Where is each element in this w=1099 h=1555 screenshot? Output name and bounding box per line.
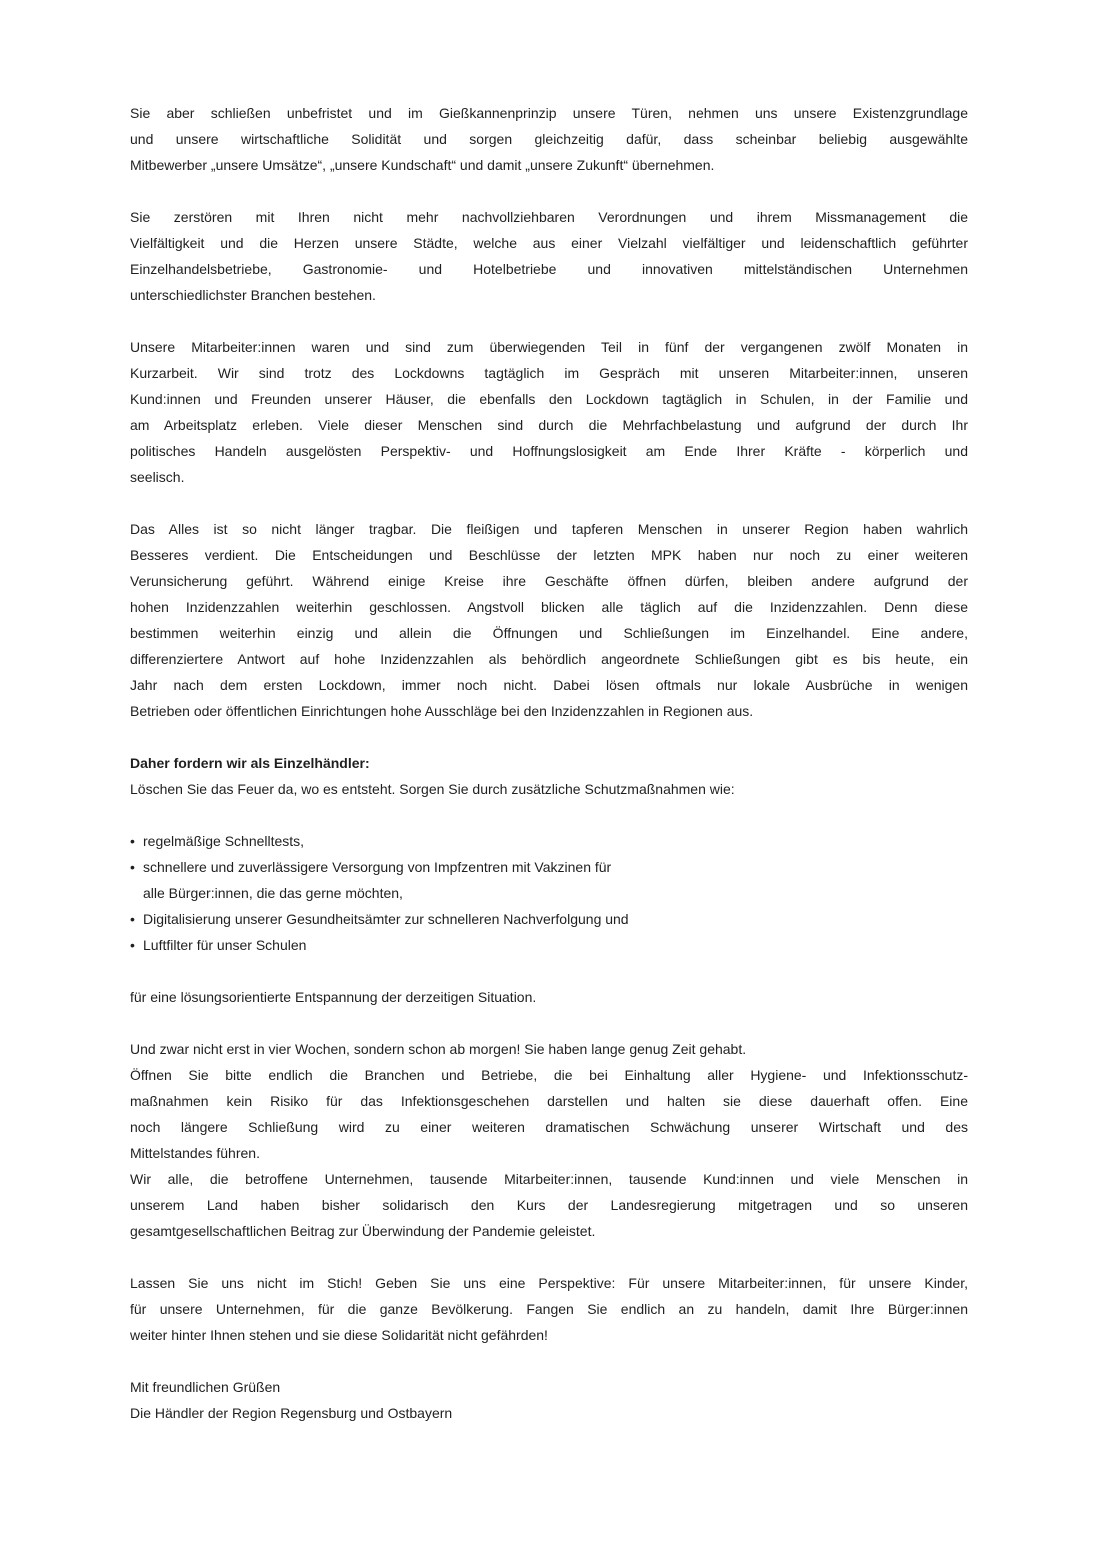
closing-signature [130, 1374, 968, 1426]
paragraph-destroyed-diversity [130, 204, 968, 308]
text-line: gesamtgesellschaftlichen Beitrag zur Überwindung der Pandemie geleistet. [130, 1223, 596, 1239]
text-line: Das Alles ist so nicht länger tragbar. Die fleißigen und tapferen Menschen in unserer Region haben wahrlich [130, 521, 968, 537]
text-line: seelisch. [130, 469, 185, 485]
paragraph-open-now [130, 1036, 968, 1244]
text-line: hohen Inzidenzzahlen weiterhin geschlossen. Angstvoll blicken alle täglich auf die Inzidenzzahlen. Denn diese [130, 599, 968, 615]
bullet-item-continuation: alle Bürger:innen, die das gerne möchten, [143, 885, 403, 901]
text-line: weiter hinter Ihnen stehen und sie diese Solidarität nicht gefährden! [130, 1327, 548, 1343]
text-line: differenziertere Antwort auf hohe Inzidenzzahlen als behördlich angeordnete Schließungen gibt es bis heute, ein [130, 651, 968, 667]
bullet-item [130, 932, 968, 958]
text-line: Besseres verdient. Die Entscheidungen und Beschlüsse der letzten MPK haben nur noch zu einer weiteren [130, 547, 968, 563]
text-line: Kund:innen und Freunden unserer Häuser, die ebenfalls den Lockdown tagtäglich in Schulen, in der Familie und [130, 391, 968, 407]
text-line: Mitbewerber „unsere Umsätze“, „unsere Kundschaft“ und damit „unsere Zukunft“ übernehmen. [130, 157, 715, 173]
paragraph-doors-closed [130, 100, 968, 178]
bullet-text: schnellere und zuverlässigere Versorgung von Impfzentren mit Vakzinen für [143, 859, 612, 875]
text-line: bestimmen weiterhin einzig und allein die Öffnungen und Schließungen im Einzelhandel. Eine andere, [130, 625, 968, 641]
paragraph-employees-kurzarbeit [130, 334, 968, 490]
bullet-icon: • [130, 833, 135, 849]
text-line: Sie zerstören mit Ihren nicht mehr nachvollziehbaren Verordnungen und ihrem Missmanagement die [130, 209, 968, 225]
text-line: für eine lösungsorientierte Entspannung der derzeitigen Situation. [130, 989, 537, 1005]
text-line: Mit freundlichen Grüßen [130, 1379, 281, 1395]
bullet-icon: • [130, 859, 135, 875]
bullet-icon: • [130, 911, 135, 927]
text-line: Einzelhandelsbetriebe, Gastronomie- und Hotelbetriebe und innovativen mittelständischen Unternehmen [130, 261, 968, 277]
text-line: Betrieben oder öffentlichen Einrichtungen hohe Ausschläge bei den Inzidenzzahlen in Regionen aus. [130, 703, 754, 719]
text-line: Wir alle, die betroffene Unternehmen, tausende Mitarbeiter:innen, tausende Kund:innen und viele Menschen in [130, 1171, 968, 1187]
text-line: maßnahmen kein Risiko für das Infektionsgeschehen darstellen und halten sie diese dauerhaft offen. Eine [130, 1093, 968, 1109]
text-line: unterschiedlichster Branchen bestehen. [130, 287, 376, 303]
bullet-text: regelmäßige Schnelltests, [143, 833, 305, 849]
paragraph-solution-oriented [130, 984, 968, 1010]
text-line: unserem Land haben bisher solidarisch den Kurs der Landesregierung mitgetragen und so unseren [130, 1197, 968, 1213]
text-line: Die Händler der Region Regensburg und Ostbayern [130, 1405, 453, 1421]
bullet-icon: • [130, 937, 135, 953]
paragraph-perspective [130, 1270, 968, 1348]
text-line: für unsere Unternehmen, für die ganze Bevölkerung. Fangen Sie endlich an zu handeln, damit Ihre Bürger:innen [130, 1301, 968, 1317]
text-line: Unsere Mitarbeiter:innen waren und sind zum überwiegenden Teil in fünf der vergangenen zwölf Monaten in [130, 339, 968, 355]
text-line: Sie aber schließen unbefristet und im Gießkannenprinzip unsere Türen, nehmen uns unsere Existenzgrundlage [130, 105, 968, 121]
text-line: Kurzarbeit. Wir sind trotz des Lockdowns tagtäglich im Gespräch mit unseren Mitarbeiter:innen, unseren [130, 365, 968, 381]
text-line: und unsere wirtschaftliche Solidität und sorgen gleichzeitig dafür, dass scheinbar beliebig ausgewählte [130, 131, 968, 147]
text-line: Mittelstandes führen. [130, 1145, 260, 1161]
bullet-item [130, 828, 968, 854]
text-line: Und zwar nicht erst in vier Wochen, sondern schon ab morgen! Sie haben lange genug Zeit gehabt. [130, 1041, 747, 1057]
text-line: Verunsicherung geführt. Während einige Kreise ihre Geschäfte öffnen dürfen, bleiben andere aufgrund der [130, 573, 968, 589]
document-body [130, 100, 968, 1426]
bullet-text: Digitalisierung unserer Gesundheitsämter zur schnelleren Nachverfolgung und [143, 911, 629, 927]
text-line: Jahr nach dem ersten Lockdown, immer noch nicht. Dabei lösen oftmals nur lokale Ausbrüche in wenigen [130, 677, 968, 693]
bullet-text: Luftfilter für unser Schulen [143, 937, 307, 953]
section-demands [130, 750, 968, 802]
bullet-list-measures [130, 828, 968, 958]
bullet-item [130, 906, 968, 932]
bullet-item [130, 854, 968, 880]
paragraph-not-acceptable [130, 516, 968, 724]
text-line: noch längere Schließung wird zu einer weiteren dramatischen Schwächung unserer Wirtschaft und des [130, 1119, 968, 1135]
text-line: Lassen Sie uns nicht im Stich! Geben Sie uns eine Perspektive: Für unsere Mitarbeiter:innen, für unsere Kinder, [130, 1275, 968, 1291]
text-line: Vielfältigkeit und die Herzen unsere Städte, welche aus einer Vielzahl vielfältiger und leidenschaftlich geführter [130, 235, 968, 251]
text-line: Öffnen Sie bitte endlich die Branchen und Betriebe, die bei Einhaltung aller Hygiene- und Infektionsschutz- [130, 1067, 968, 1083]
text-line: politisches Handeln ausgelösten Perspektiv- und Hoffnungslosigkeit am Ende Ihrer Kräfte - körperlich und [130, 443, 968, 459]
text-line: am Arbeitsplatz erleben. Viele dieser Menschen sind durch die Mehrfachbelastung und aufgrund der durch Ihr [130, 417, 968, 433]
text-line: Löschen Sie das Feuer da, wo es entsteht. Sorgen Sie durch zusätzliche Schutzmaßnahmen wie: [130, 781, 735, 797]
heading-line: Daher fordern wir als Einzelhändler: [130, 755, 370, 771]
